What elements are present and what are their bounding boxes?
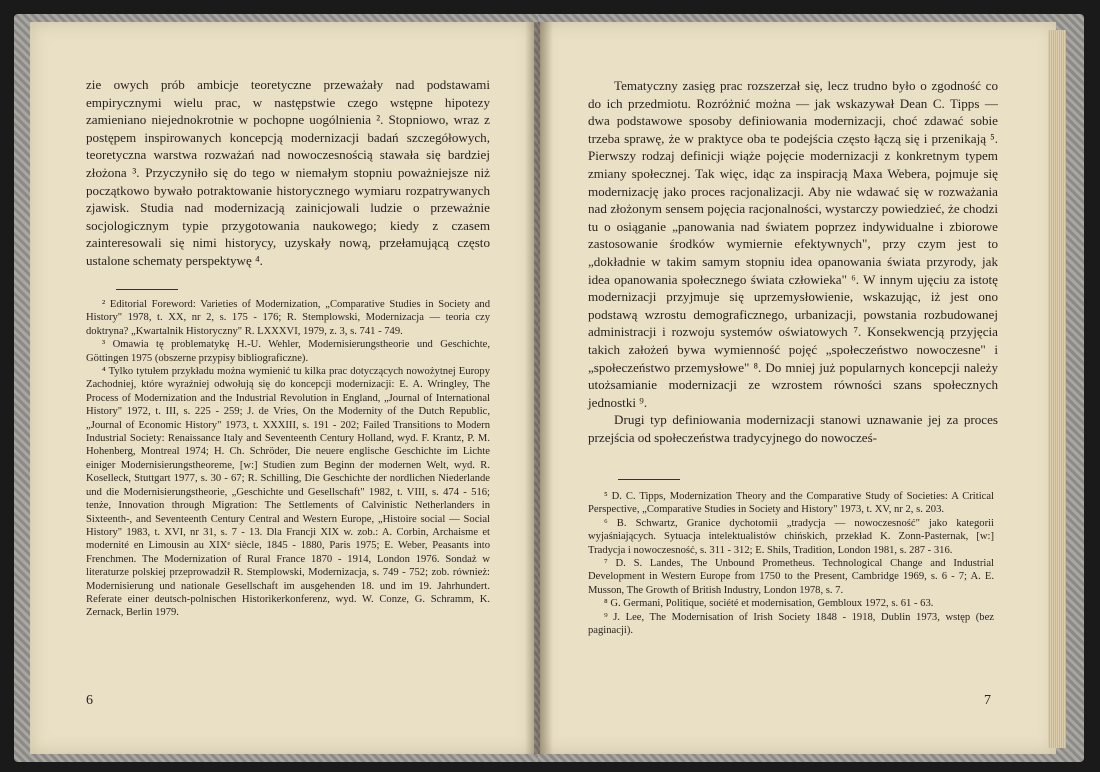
book-gutter: [525, 22, 553, 754]
paragraph: Drugi typ definiowania modernizacji stanowi uznawanie jej za proces przejścia od społeczeństwa tradycyjnego do nowocześ-: [588, 412, 998, 445]
footnote-rule: [116, 289, 178, 290]
left-body-text: [86, 76, 490, 270]
footnote: ⁶ B. Schwartz, Granice dychotomii „tradycja — nowoczesność" jako kategorii wyjaśniających. Sytuacja intelektualistów chińskich, przekład K. Zonn-Pasternak, [w:] Tradycja i nowoczesność, s. 311 - 312; E. Shils, Tradition, London 1981, s. 287 - 316.: [588, 517, 994, 556]
page-number-right: 7: [984, 693, 991, 708]
footnote: ⁷ D. S. Landes, The Unbound Prometheus. Technological Change and Industrial Development in Western Europe from 1750 to the Present, Cambridge 1969, s. 6 - 7; A. E. Musson, The Growth of British Industry, London 1978, s. 7.: [588, 558, 994, 596]
right-footnotes: [588, 490, 994, 637]
footnote-rule: [618, 479, 680, 480]
footnote: ⁸ G. Germani, Politique, société et modernisation, Gembloux 1972, s. 61 - 63.: [604, 598, 934, 610]
footnote: ⁹ J. Lee, The Modernisation of Irish Society 1848 - 1918, Dublin 1973, wstęp (bez paginacji).: [588, 611, 994, 637]
footnote: ³ Omawia tę problematykę H.-U. Wehler, Modernisierungstheorie und Geschichte, Göttingen 1975 (obszerne przypisy bibliograficzne).: [86, 339, 490, 364]
paragraph: Tematyczny zasięg prac rozszerzał się, lecz trudno było o zgodność co do ich przedmiotu. Rozróżnić można — jak wskazywał Dean C. Tipps — dwa podstawowe sposoby definiowania modernizacji, choć zdawać sobie trzeba sprawę, że w praktyce oba te podejścia często łączą się i przenikają ⁵. Pierwszy rodzaj definicji wiąże pojęcie modernizacji z konkretnym typem zmiany społecznej. Tak więc, idąc za inspiracją Maxa Webera, pojmuje się modernizację jako proces racjonalizacji. Aby nie wdawać się w rozważania nad złożonym sensem pojęcia racjonalności, wystarczy powiedzieć, że chodzi tu o osiąganie „panowania nad światem poprzez indywidualne i zbiorowe zastosowanie środków wymiernie efektywnych", przy czym jest to „dokładnie w takim samym stopniu idea opanowania świata przyrody, jak idea opanowania społecznego świata człowieka" ⁶. W innym ujęciu za istotę modernizacji przyjmuje się uprzemysłowienie, wskazując, iż jest ono podstawą wzrostu demograficznego, urbanizacji, powstania rozbudowanej administracji i rozwoju systemów oświatowych ⁷. Konsekwencją przyjęcia takich założeń bywa wymienność pojęć „społeczeństwo nowoczesne" i „społeczeństwo przemysłowe" ⁸. Do mniej już popularnych koncepcji należy utożsamianie modernizacji ze wzrostem równości szans społecznych jednostki ⁹.: [588, 78, 998, 410]
paragraph: zie owych prób ambicje teoretyczne przeważały nad podstawami empirycznymi wielu prac, w następstwie czego wstępne hipotezy zamieniano niejednokrotnie w pochopne uogólnienia ². Stopniowo, wraz z postępem inspirowanych koncepcją modernizacji badań szczegółowych, teoretyczna warstwa rozważań nad nowoczesnością stawała się bardziej złożona ³. Przyczyniło się do tego w niemałym stopniu poważniejsze niż początkowo bywało potraktowanie historycznego wymiaru rozpatrywanych zjawisk. Studia nad modernizacją zainicjowali ludzie o przeważnie socjologicznym typie przygotowania naukowego; kiedy z czasem zainteresowali się nimi historycy, uzyskały nową, przełamującą często ustalone schematy perspektywę ⁴.: [86, 77, 490, 268]
footnote: ² Editorial Foreword: Varieties of Modernization, „Comparative Studies in Society and History" 1978, t. XX, nr 2, s. 175 - 176; R. Stemplowski, Modernizacja — teoria czy doktryna? „Kwartalnik Historyczny" R. LXXXVI, 1979, z. 3, s. 741 - 749.: [86, 299, 490, 337]
footnote: ⁴ Tylko tytułem przykładu można wymienić tu kilka prac dotyczących nowożytnej Europy Zachodniej, które wyraźniej odwołują się do koncepcji modernizacji: E. A. Wringley, The Process of Modernization and the Industrial Revolution in England, „Journal of International History" 1972, t. III, s. 225 - 259; J. de Vries, On the Modernity of the Dutch Republic, „Journal of Economic History" 1973, t. XXXIII, s. 191 - 202; Failed Transitions to Modern Industrial Society: Renaissance Italy and Seventeenth Century Holland, wyd. F. Krantz, P. M. Hohenberg, Montreal 1974; H. Ch. Schröder, Die neuere englische Geschichte im Lichte einiger Modernisierungstheoreme, [w:] Studien zum Beginn der modernen Welt, wyd. R. Koselleck, Stuttgart 1977, s. 30 - 67; R. Schilling, Die Geschichte der nordlichen Niederlande und die Modernisierungstheorie, „Geschichte und Gesellschaft" 1982, t. VIII, s. 474 - 516; tenże, Innovation through Migration: The Settlements of Calvinistic Netherlanders in Sixteenth-, and Seventeenth Century Central and Western Europe, „Histoire social — Social History" 1983, t. XVI, nr 31, s. 7 - 13. Dla Francji XIX w. zob.: A. Corbin, Archaisme et modernité en Limousin au XIXᵉ siècle, 1845 - 1880, Paris 1975; E. Weber, Peasants into Frenchmen. The Modernization of Rural France 1870 - 1914, London 1976. Sondaż w literaturze polskiej przeprowadził R. Stemplowski, Modernizacja, s. 749 - 752; zob. również: Modernisierung und nationale Gesellschaft im ausgehenden 18. und im 19. Jahrhundert. Referate einer deutsch-polnischen Historikerkonferenz, wyd. W. Conze, G. Schramm, K. Zernack, Berlin 1979.: [86, 366, 490, 619]
left-footnotes: [86, 298, 490, 620]
page-edges: [1048, 30, 1066, 748]
page-number-left: 6: [86, 693, 93, 708]
footnote: ⁵ D. C. Tipps, Modernization Theory and the Comparative Study of Societies: A Critical Perspective, „Comparative Studies in Society and History" 1973, t. XV, nr 2, s. 203.: [588, 491, 994, 516]
right-body-text: [588, 77, 998, 446]
